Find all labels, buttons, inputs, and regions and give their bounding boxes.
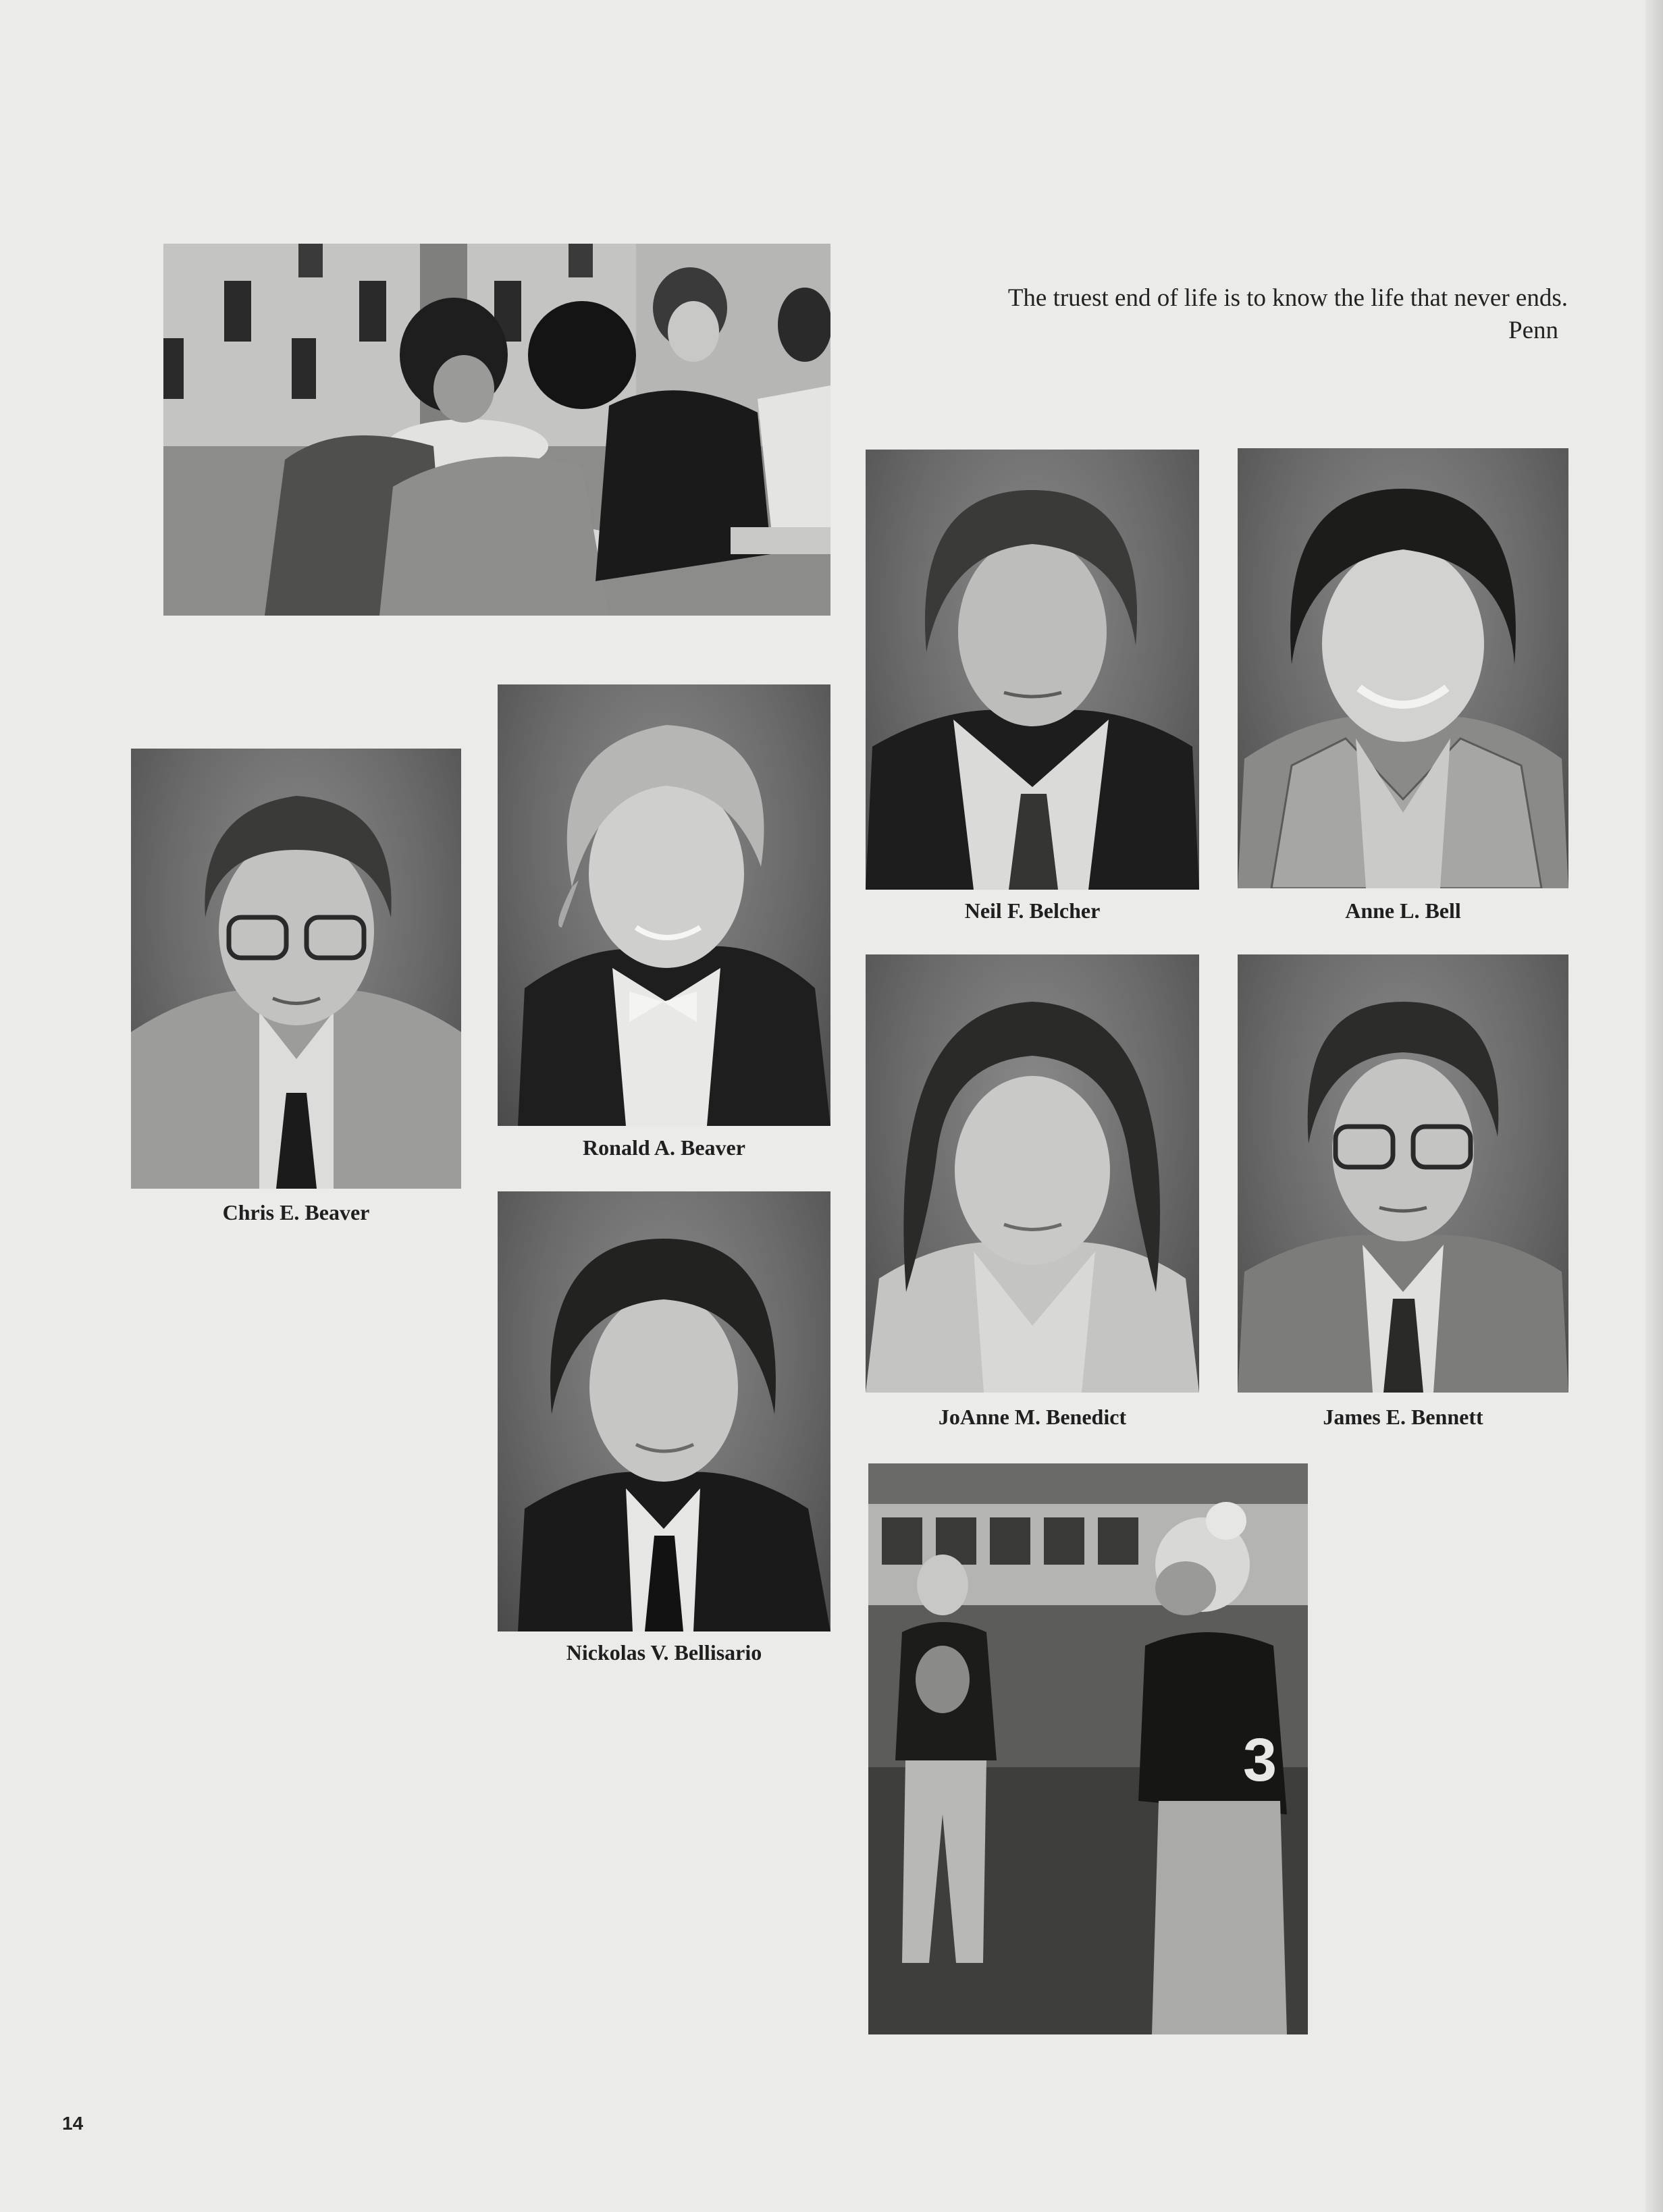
candid-photo-cafeteria <box>163 244 830 616</box>
portrait-photo <box>1238 954 1568 1393</box>
quote-block <box>864 282 1568 347</box>
portrait-caption: Nickolas V. Bellisario <box>566 1640 762 1665</box>
svg-text:3: 3 <box>1243 1727 1277 1794</box>
quote-author: Penn <box>1508 317 1558 344</box>
portrait-caption: Ronald A. Beaver <box>583 1135 745 1160</box>
candid-photo-football <box>868 1463 1308 2034</box>
portrait-caption: Neil F. Belcher <box>964 898 1101 923</box>
page-edge-shadow <box>1645 0 1663 2212</box>
portrait-caption: Anne L. Bell <box>1345 898 1461 923</box>
quote-text: The truest end of life is to know the life that never ends. <box>1007 284 1568 312</box>
portrait-photo <box>498 684 830 1126</box>
portrait-photo <box>1238 448 1568 888</box>
portrait-caption: James E. Bennett <box>1323 1405 1483 1429</box>
portrait-photo <box>866 450 1199 890</box>
portrait-caption: Chris E. Beaver <box>222 1200 370 1224</box>
portrait-photo <box>866 954 1199 1393</box>
portrait-photo <box>131 749 461 1189</box>
portrait-caption: JoAnne M. Benedict <box>938 1405 1127 1429</box>
portrait-photo <box>498 1191 830 1631</box>
page-number: 14 <box>62 2113 84 2134</box>
